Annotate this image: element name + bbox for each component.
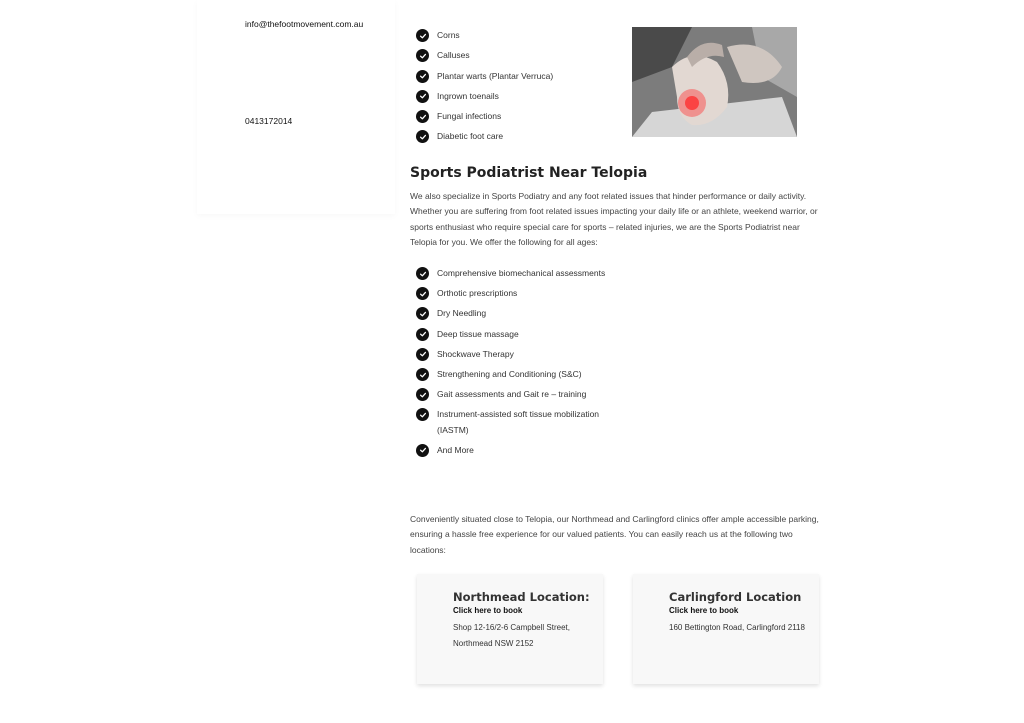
- list-item-label: Gait assessments and Gait re – training: [437, 389, 587, 400]
- list-item-label: Diabetic foot care: [437, 131, 504, 142]
- check-circle-icon: [416, 29, 429, 42]
- list-item: [410, 347, 610, 362]
- section-title: Sports Podiatrist Near Telopia: [410, 165, 648, 181]
- list-item-label: Fungal infections: [437, 111, 502, 122]
- list-item: [410, 129, 553, 144]
- list-item: [410, 327, 610, 342]
- list-item-label: Deep tissue massage: [437, 328, 519, 339]
- check-circle-icon: [416, 287, 429, 300]
- email-link[interactable]: info@thefootmovement.com.au: [245, 19, 364, 29]
- list-item-label: Ingrown toenails: [437, 90, 499, 101]
- check-circle-icon: [416, 267, 429, 280]
- list-item: [410, 48, 553, 63]
- location-address: 160 Bettington Road, Carlingford 2118: [669, 623, 805, 632]
- check-circle-icon: [416, 110, 429, 123]
- list-item-label: Dry Needling: [437, 308, 487, 319]
- list-item-label: Orthotic prescriptions: [437, 288, 518, 299]
- book-link[interactable]: Click here to book: [453, 606, 523, 615]
- list-item-label: Plantar warts (Plantar Verruca): [437, 70, 554, 81]
- conditions-list: [410, 28, 553, 150]
- list-item: [410, 286, 610, 301]
- list-item: [410, 387, 610, 402]
- book-link[interactable]: Click here to book: [669, 606, 739, 615]
- check-circle-icon: [416, 49, 429, 62]
- phone-link[interactable]: 0413172014: [245, 116, 293, 126]
- list-item: [410, 367, 610, 382]
- check-circle-icon: [416, 328, 429, 341]
- list-item-label: Calluses: [437, 50, 470, 61]
- check-circle-icon: [416, 444, 429, 457]
- list-item: [410, 69, 553, 84]
- list-item-label: Strengthening and Conditioning (S&C): [437, 369, 582, 380]
- check-circle-icon: [416, 90, 429, 103]
- list-item-label: Shockwave Therapy: [437, 348, 514, 359]
- list-item: [410, 443, 610, 458]
- contact-sidebar: [197, 0, 395, 214]
- check-circle-icon: [416, 348, 429, 361]
- northmead-location-card: [417, 574, 603, 684]
- location-address: Shop 12-16/2-6 Campbell Street, Northmead NSW 2152: [453, 623, 570, 648]
- check-circle-icon: [416, 388, 429, 401]
- list-item: [410, 266, 610, 281]
- list-item-label: Comprehensive biomechanical assessments: [437, 268, 606, 278]
- sports-intro-paragraph: We also specialize in Sports Podiatry and any foot related issues that hinder performance or daily activity. Whether you are suffering from foot related issues impacting your daily life or an athlete, weekend warrior, or sports enthusiast who require special care for sports – related injuries, we are the Sports Podiatrist near Telopia for you. We offer the following for all ages:: [410, 191, 818, 247]
- location-title: Carlingford Location: [669, 590, 802, 604]
- check-circle-icon: [416, 70, 429, 83]
- carlingford-location-card: [633, 574, 819, 684]
- check-circle-icon: [416, 368, 429, 381]
- list-item-label: Instrument-assisted soft tissue mobilization (IASTM): [437, 409, 600, 435]
- services-list: [410, 266, 610, 463]
- location-title: Northmead Location:: [453, 590, 590, 604]
- check-circle-icon: [416, 130, 429, 143]
- check-circle-icon: [416, 408, 429, 421]
- list-item-label: And More: [437, 444, 474, 455]
- list-item-label: Corns: [437, 30, 460, 40]
- list-item: [410, 89, 553, 104]
- check-circle-icon: [416, 307, 429, 320]
- locations-intro-paragraph: Conveniently situated close to Telopia, our Northmead and Carlingford clinics offer ample accessible parking, ensuring a hassle free experience for our valued patients. You can easily reach us at the following two locations:: [410, 514, 819, 555]
- list-item: [410, 407, 610, 437]
- list-item: [410, 306, 610, 321]
- list-item: [410, 109, 553, 124]
- foot-pain-photo: [632, 27, 797, 137]
- list-item: [410, 28, 553, 43]
